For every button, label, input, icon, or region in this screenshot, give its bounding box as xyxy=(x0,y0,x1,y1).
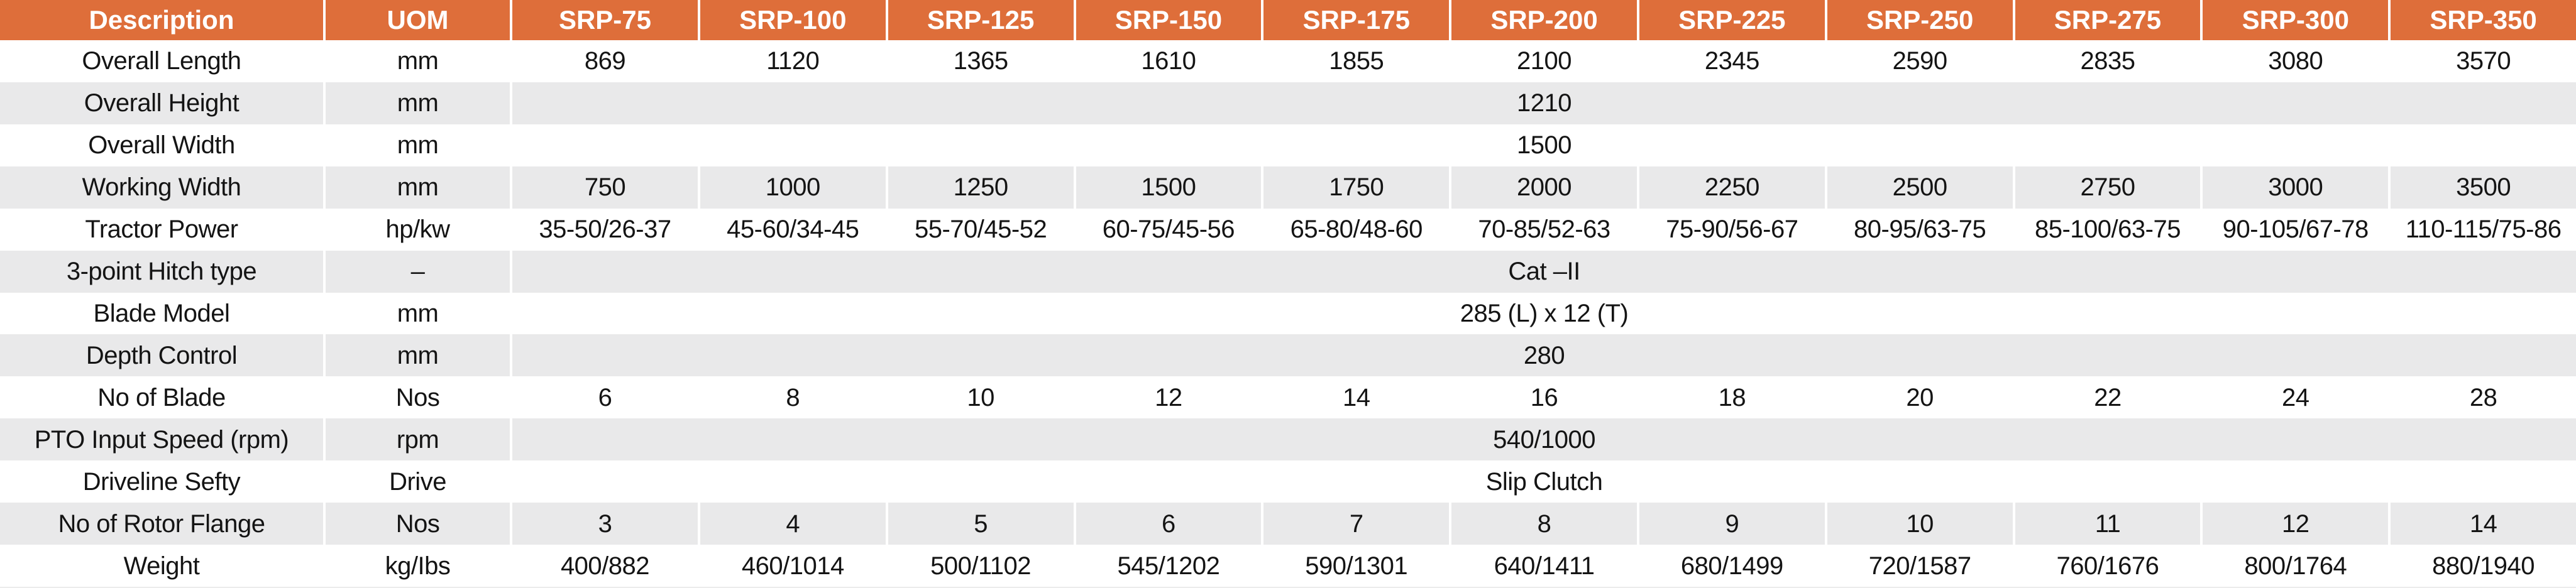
value-cell: 545/1202 xyxy=(1076,545,1262,587)
table-row xyxy=(0,293,2576,335)
table-header-row xyxy=(0,0,2576,40)
value-cell: 24 xyxy=(2203,376,2388,418)
value-cell: 1365 xyxy=(888,40,1074,82)
table-row xyxy=(0,376,2576,418)
value-cell: 10 xyxy=(1827,503,2013,545)
value-cell: 4 xyxy=(700,503,886,545)
uom-cell: – xyxy=(326,251,510,293)
row-label: Overall Width xyxy=(0,124,323,166)
uom-cell: hp/kw xyxy=(326,209,510,251)
uom-cell: mm xyxy=(326,293,510,335)
value-cell: 680/1499 xyxy=(1639,545,1825,587)
merged-value-cell: Slip Clutch xyxy=(512,460,2576,503)
value-cell: 760/1676 xyxy=(2015,545,2201,587)
value-cell: 55-70/45-52 xyxy=(888,209,1074,251)
value-cell: 590/1301 xyxy=(1263,545,1449,587)
value-cell: 14 xyxy=(2391,503,2576,545)
value-cell: 12 xyxy=(2203,503,2388,545)
value-cell: 28 xyxy=(2391,376,2576,418)
value-cell: 2000 xyxy=(1451,166,1637,209)
header-cell-model: SRP-125 xyxy=(888,0,1074,40)
table-row xyxy=(0,124,2576,166)
value-cell: 400/882 xyxy=(512,545,698,587)
value-cell: 640/1411 xyxy=(1451,545,1637,587)
value-cell: 85-100/63-75 xyxy=(2015,209,2201,251)
header-cell-model: SRP-275 xyxy=(2015,0,2201,40)
value-cell: 90-105/67-78 xyxy=(2203,209,2388,251)
value-cell: 14 xyxy=(1263,376,1449,418)
value-cell: 11 xyxy=(2015,503,2201,545)
row-label: Weight xyxy=(0,545,323,587)
value-cell: 110-115/75-86 xyxy=(2391,209,2576,251)
merged-value-cell: 1210 xyxy=(512,82,2576,124)
header-cell-model: SRP-150 xyxy=(1076,0,1262,40)
value-cell: 8 xyxy=(1451,503,1637,545)
value-cell: 800/1764 xyxy=(2203,545,2388,587)
value-cell: 75-90/56-67 xyxy=(1639,209,1825,251)
row-label: Working Width xyxy=(0,166,323,209)
value-cell: 720/1587 xyxy=(1827,545,2013,587)
row-label: Driveline Sefty xyxy=(0,460,323,503)
table-row xyxy=(0,40,2576,82)
value-cell: 6 xyxy=(1076,503,1262,545)
value-cell: 3570 xyxy=(2391,40,2576,82)
value-cell: 80-95/63-75 xyxy=(1827,209,2013,251)
value-cell: 2750 xyxy=(2015,166,2201,209)
table-row xyxy=(0,209,2576,251)
row-label: Depth Control xyxy=(0,334,323,376)
merged-value-cell: 540/1000 xyxy=(512,418,2576,460)
merged-value-cell: 1500 xyxy=(512,124,2576,166)
table-row xyxy=(0,418,2576,460)
value-cell: 3 xyxy=(512,503,698,545)
value-cell: 3080 xyxy=(2203,40,2388,82)
value-cell: 2345 xyxy=(1639,40,1825,82)
value-cell: 22 xyxy=(2015,376,2201,418)
row-label: No of Rotor Flange xyxy=(0,503,323,545)
value-cell: 2835 xyxy=(2015,40,2201,82)
header-cell-model: SRP-350 xyxy=(2391,0,2576,40)
header-cell-model: SRP-225 xyxy=(1639,0,1825,40)
value-cell: 65-80/48-60 xyxy=(1263,209,1449,251)
uom-cell: mm xyxy=(326,82,510,124)
value-cell: 6 xyxy=(512,376,698,418)
value-cell: 16 xyxy=(1451,376,1637,418)
uom-cell: Nos xyxy=(326,376,510,418)
table-row xyxy=(0,503,2576,545)
value-cell: 1000 xyxy=(700,166,886,209)
header-cell-model: SRP-175 xyxy=(1263,0,1449,40)
table-row xyxy=(0,82,2576,124)
row-label: PTO Input Speed (rpm) xyxy=(0,418,323,460)
value-cell: 3000 xyxy=(2203,166,2388,209)
value-cell: 2500 xyxy=(1827,166,2013,209)
value-cell: 5 xyxy=(888,503,1074,545)
value-cell: 1855 xyxy=(1263,40,1449,82)
value-cell: 1750 xyxy=(1263,166,1449,209)
row-label: No of Blade xyxy=(0,376,323,418)
row-label: Overall Height xyxy=(0,82,323,124)
merged-value-cell: Cat –II xyxy=(512,251,2576,293)
value-cell: 45-60/34-45 xyxy=(700,209,886,251)
value-cell: 460/1014 xyxy=(700,545,886,587)
header-cell-model: SRP-75 xyxy=(512,0,698,40)
table-row xyxy=(0,251,2576,293)
value-cell: 1610 xyxy=(1076,40,1262,82)
uom-cell: mm xyxy=(326,166,510,209)
value-cell: 20 xyxy=(1827,376,2013,418)
uom-cell: rpm xyxy=(326,418,510,460)
value-cell: 2590 xyxy=(1827,40,2013,82)
uom-cell: mm xyxy=(326,124,510,166)
value-cell: 18 xyxy=(1639,376,1825,418)
row-label: 3-point Hitch type xyxy=(0,251,323,293)
value-cell: 750 xyxy=(512,166,698,209)
table-row xyxy=(0,334,2576,376)
header-cell-model: SRP-200 xyxy=(1451,0,1637,40)
row-label: Overall Length xyxy=(0,40,323,82)
value-cell: 12 xyxy=(1076,376,1262,418)
value-cell: 2250 xyxy=(1639,166,1825,209)
value-cell: 2100 xyxy=(1451,40,1637,82)
header-cell-model: SRP-100 xyxy=(700,0,886,40)
value-cell: 1250 xyxy=(888,166,1074,209)
uom-cell: kg/Ibs xyxy=(326,545,510,587)
header-cell-model: SRP-250 xyxy=(1827,0,2013,40)
table-row xyxy=(0,460,2576,503)
table-row xyxy=(0,166,2576,209)
header-cell-description: Description xyxy=(0,0,323,40)
value-cell: 35-50/26-37 xyxy=(512,209,698,251)
merged-value-cell: 285 (L) x 12 (T) xyxy=(512,293,2576,335)
header-cell-uom: UOM xyxy=(326,0,510,40)
row-label: Blade Model xyxy=(0,293,323,335)
value-cell: 10 xyxy=(888,376,1074,418)
value-cell: 60-75/45-56 xyxy=(1076,209,1262,251)
uom-cell: mm xyxy=(326,40,510,82)
value-cell: 7 xyxy=(1263,503,1449,545)
table-row xyxy=(0,545,2576,587)
merged-value-cell: 280 xyxy=(512,334,2576,376)
value-cell: 8 xyxy=(700,376,886,418)
row-label: Tractor Power xyxy=(0,209,323,251)
value-cell: 1500 xyxy=(1076,166,1262,209)
value-cell: 1120 xyxy=(700,40,886,82)
value-cell: 70-85/52-63 xyxy=(1451,209,1637,251)
header-cell-model: SRP-300 xyxy=(2203,0,2388,40)
uom-cell: Drive xyxy=(326,460,510,503)
value-cell: 3500 xyxy=(2391,166,2576,209)
value-cell: 869 xyxy=(512,40,698,82)
value-cell: 9 xyxy=(1639,503,1825,545)
uom-cell: Nos xyxy=(326,503,510,545)
uom-cell: mm xyxy=(326,334,510,376)
value-cell: 880/1940 xyxy=(2391,545,2576,587)
value-cell: 500/1102 xyxy=(888,545,1074,587)
